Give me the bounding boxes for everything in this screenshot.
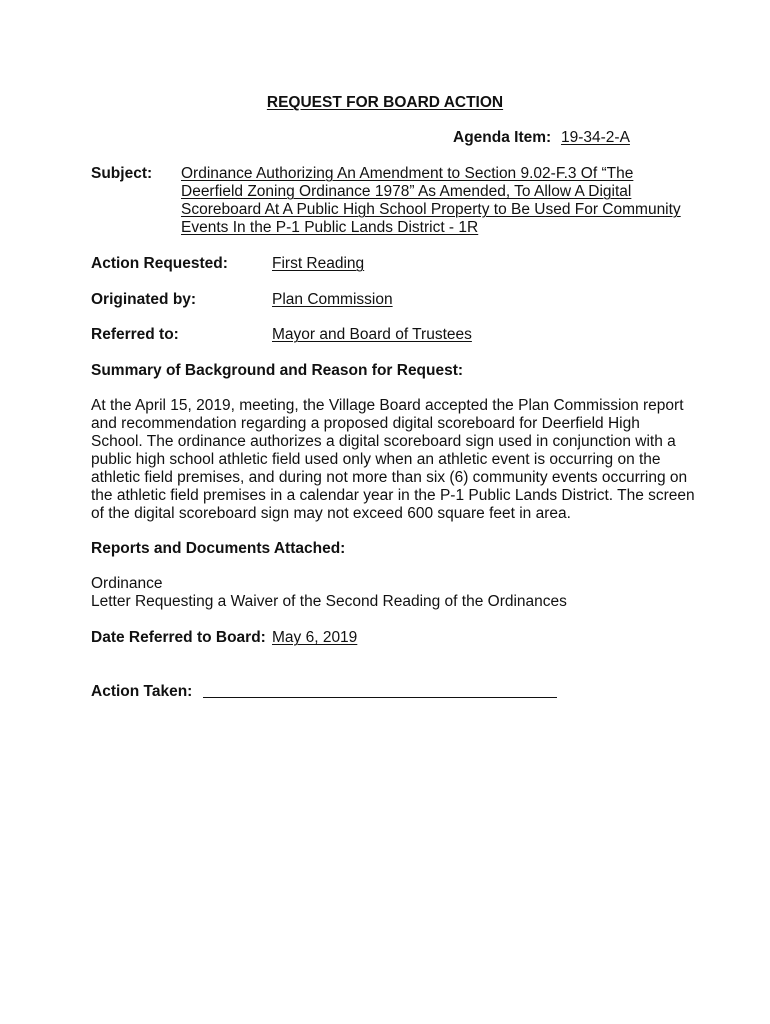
- subject-label: Subject:: [91, 165, 153, 182]
- referred-to-label: Referred to:: [91, 326, 179, 343]
- subject-line: Events In the P-1 Public Lands District - 1R: [181, 219, 479, 236]
- summary-line: and recommendation regarding a proposed digital scoreboard for Deerfield High: [91, 415, 640, 432]
- date-referred-label: Date Referred to Board:: [91, 629, 266, 646]
- summary-heading: Summary of Background and Reason for Request:: [91, 362, 464, 379]
- document-title: REQUEST FOR BOARD ACTION: [266, 94, 504, 111]
- subject-line: Deerfield Zoning Ordinance 1978” As Amended, To Allow A Digital: [181, 183, 632, 200]
- subject-line: Scoreboard At A Public High School Property to Be Used For Community: [181, 201, 681, 218]
- action-taken-label: Action Taken:: [91, 683, 193, 700]
- summary-line: public high school athletic field used only when an athletic event is occurring on the: [91, 451, 661, 468]
- summary-line: athletic field premises, and during not more than six (6) community events occurring on: [91, 469, 688, 486]
- originated-by-value: Plan Commission: [272, 291, 393, 308]
- summary-line: of the digital scoreboard sign may not exceed 600 square feet in area.: [91, 505, 571, 522]
- action-requested-value: First Reading: [272, 255, 365, 272]
- date-referred-value: May 6, 2019: [272, 629, 358, 646]
- subject-line: Ordinance Authorizing An Amendment to Section 9.02-F.3 Of “The: [181, 165, 634, 182]
- reports-heading: Reports and Documents Attached:: [91, 540, 346, 557]
- referred-to-value: Mayor and Board of Trustees: [272, 326, 472, 343]
- attachments-list: [91, 575, 567, 611]
- attachment-item: Letter Requesting a Waiver of the Second Reading of the Ordinances: [91, 593, 567, 610]
- summary-line: At the April 15, 2019, meeting, the Village Board accepted the Plan Commission report: [91, 397, 684, 414]
- agenda-item-value: 19-34-2-A: [561, 129, 630, 146]
- action-requested-label: Action Requested:: [91, 255, 228, 272]
- summary-line: School. The ordinance authorizes a digital scoreboard sign used in conjunction with a: [91, 433, 676, 450]
- summary-paragraph: [91, 397, 701, 523]
- agenda-item-label: Agenda Item:: [453, 129, 552, 146]
- originated-by-label: Originated by:: [91, 291, 197, 308]
- action-taken-blank-line: [203, 697, 557, 698]
- attachment-item: Ordinance: [91, 575, 163, 592]
- subject-text: [181, 165, 701, 237]
- summary-line: the athletic field premises in a calendar year in the P-1 Public Lands District. The screen: [91, 487, 695, 504]
